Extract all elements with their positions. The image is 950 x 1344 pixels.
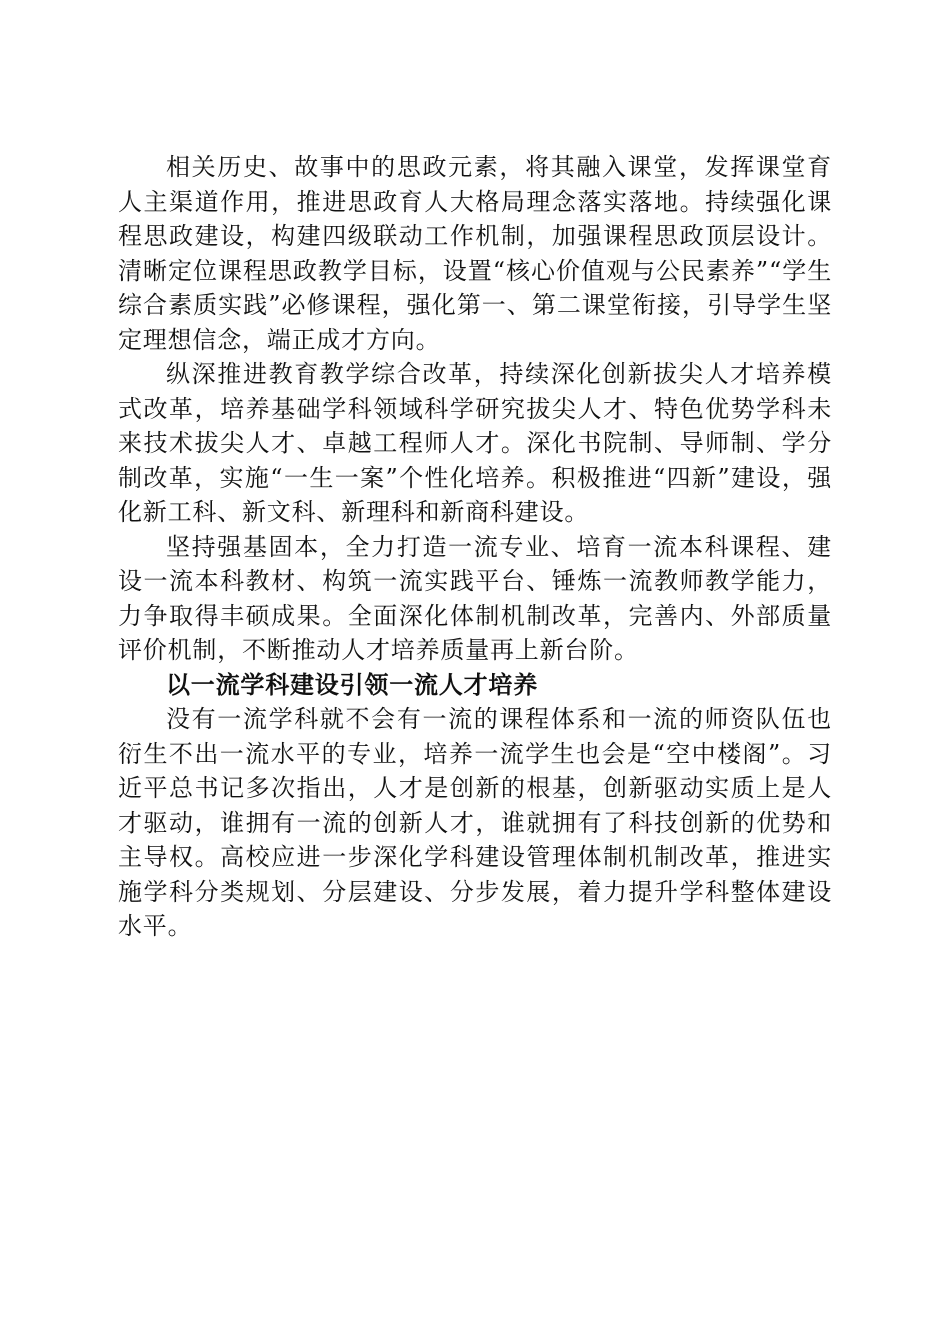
paragraph-teaching-reform: 纵深推进教育教学综合改革，持续深化创新拔尖人才培养模式改革，培养基础学科领域科学研究拔尖人才、特色优势学科未来技术拔尖人才、卓越工程师人才。深化书院制、导师制、学分制改革，实施“一生一案”个性化培养。积极推进“四新”建设，强化新工科、新文科、新理科和新商科建设。	[118, 360, 832, 526]
paragraph-strengthen-foundation: 坚持强基固本，全力打造一流专业、培育一流本科课程、建设一流本科教材、构筑一流实践平台、锤炼一流教师教学能力，力争取得丰硕成果。全面深化体制机制改革，完善内、外部质量评价机制，不断推动人才培养质量再上新台阶。	[118, 532, 832, 664]
section-heading: 以一流学科建设引领一流人才培养	[166, 669, 538, 699]
document-body	[118, 150, 832, 944]
paragraph-ideological-curriculum: 相关历史、故事中的思政元素，将其融入课堂，发挥课堂育人主渠道作用，推进思政育人大格局理念落实落地。持续强化课程思政建设，构建四级联动工作机制，加强课程思政顶层设计。清晰定位课程思政教学目标，设置“核心价值观与公民素养”“学生综合素质实践”必修课程，强化第一、第二课堂衔接，引导学生坚定理想信念，端正成才方向。	[118, 153, 832, 354]
paragraph-first-class-discipline: 没有一流学科就不会有一流的课程体系和一流的师资队伍也衍生不出一流水平的专业，培养一流学生也会是“空中楼阁”。习近平总书记多次指出，人才是创新的根基，创新驱动实质上是人才驱动，谁拥有一流的创新人才，谁就拥有了科技创新的优势和主导权。高校应进一步深化学科建设管理体制机制改革，推进实施学科分类规划、分层建设、分步发展，着力提升学科整体建设水平。	[118, 705, 832, 940]
